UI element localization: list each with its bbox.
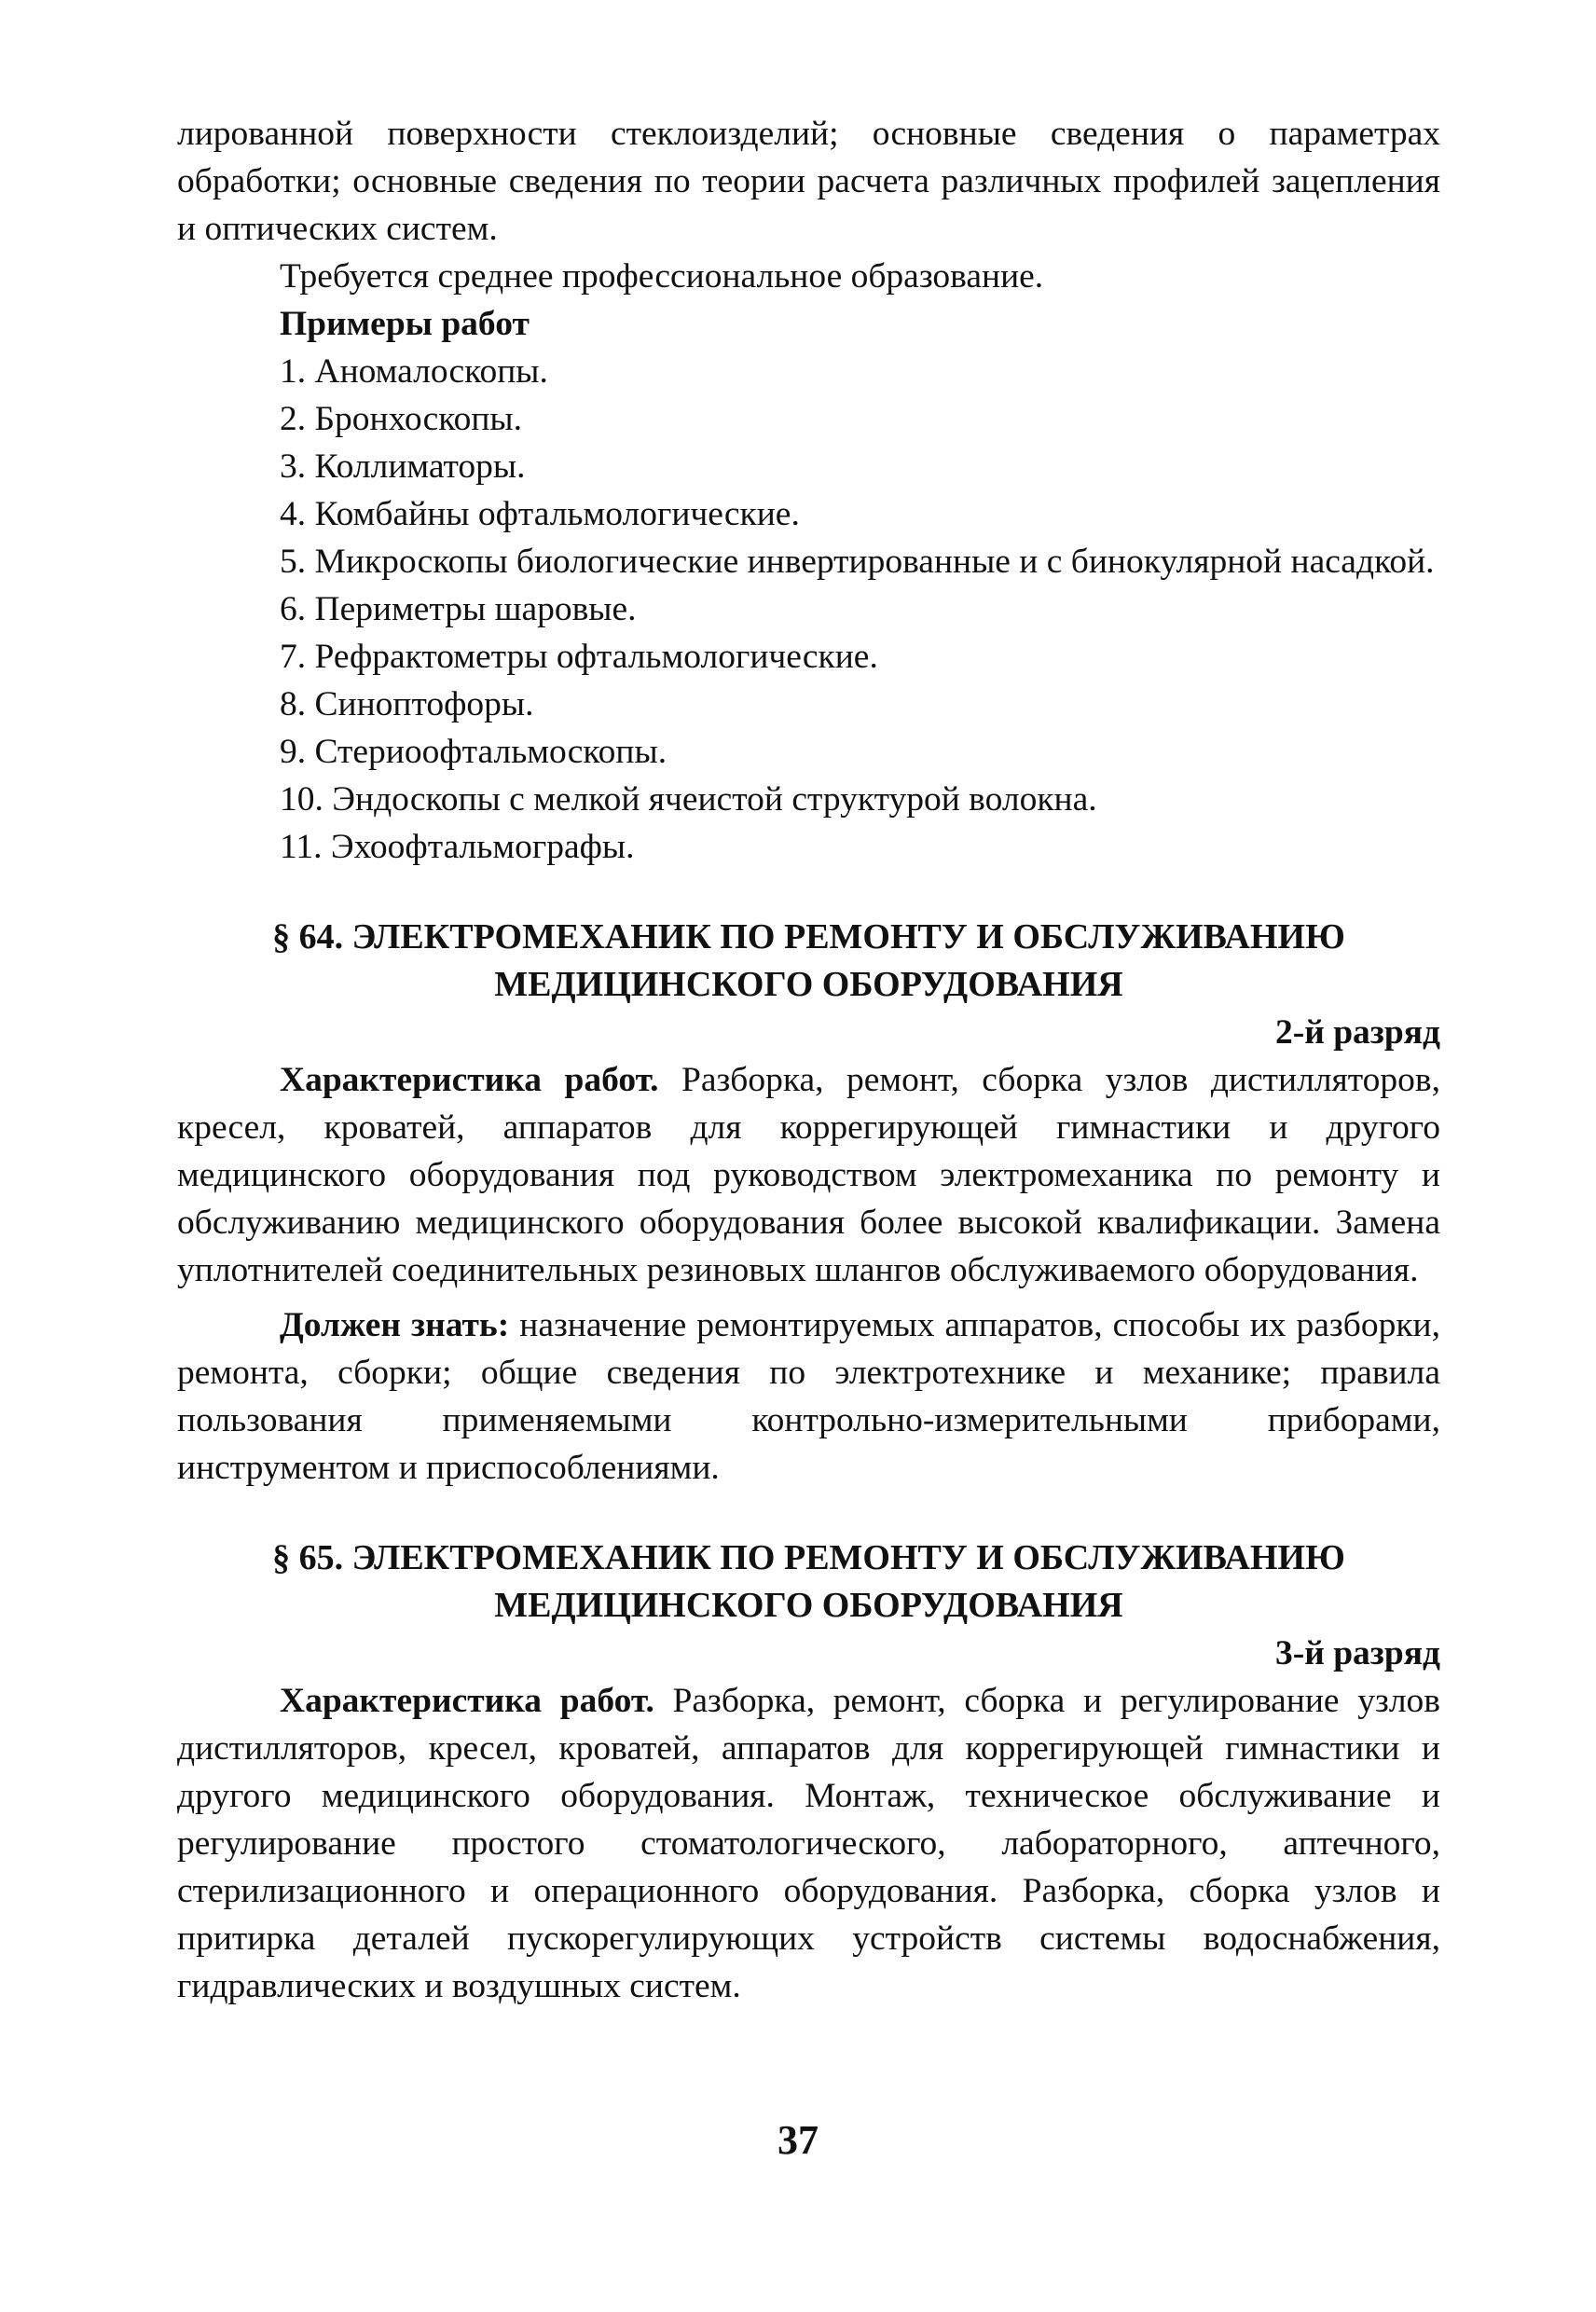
characteristics-text: Разборка, ремонт, сборка узлов дистилляторов, кресел, кроватей, аппаратов для коррегирующей гимнастики и другого медицинского оборудования под руководством электромеханика по ремонту и обслуживанию медицинского оборудования более высокой квалификации. Замена уплотнителей соединительных резиновых шлангов обслуживаемого оборудования.	[177, 1061, 1441, 1289]
list-item: 5. Микроскопы биологические инвертированные и с бинокулярной насадкой.	[280, 543, 1435, 581]
list-item: 7. Рефрактометры офтальмологические.	[280, 638, 878, 676]
list-item: 10. Эндоскопы с мелкой ячеистой структурой волокна.	[280, 780, 1097, 819]
list-item: 9. Стериоофтальмоскопы.	[280, 733, 667, 771]
intro-continuation-paragraph: лированной поверхности стеклоизделий; основные сведения о параметрах обработки; основные сведения по теории расчета различных профилей зацепления и оптических систем.	[177, 115, 1440, 248]
section-65	[177, 1534, 1440, 2010]
list-item: 3. Коллиматоры.	[280, 447, 526, 486]
characteristics-label: Характеристика работ.	[280, 1682, 654, 1720]
examples-list	[177, 348, 1440, 871]
list-item: 8. Синоптофоры.	[280, 685, 534, 723]
characteristics-text: Разборка, ремонт, сборка и регулирование узлов дистилляторов, кресел, кроватей, аппаратов для коррегирующей гимнастики и другого медицинского оборудования. Монтаж, техническое обслуживание и регулирование простого стоматологического, лабораторного, аптечного, стерилизационного и операционного оборудования. Разборка, сборка узлов и притирка деталей пускорегулирующих устройств системы водоснабжения, гидравлических и воздушных систем.	[177, 1682, 1441, 2005]
list-item: 1. Аномалоскопы.	[280, 352, 548, 391]
section-64-must-know	[177, 1301, 1440, 1492]
list-item: 11. Эхоофтальмографы.	[280, 828, 635, 866]
document-page	[177, 110, 1440, 2010]
characteristics-label: Характеристика работ.	[280, 1061, 659, 1099]
section-65-grade: 3-й разряд	[1274, 1634, 1440, 1672]
section-64-title-line2: МЕДИЦИНСКОГО ОБОРУДОВАНИЯ	[494, 965, 1123, 1004]
section-65-characteristics	[177, 1677, 1440, 2010]
list-item: 2. Бронхоскопы.	[280, 400, 522, 438]
must-know-label: Должен знать:	[280, 1306, 510, 1344]
section-64-grade: 2-й разряд	[1274, 1013, 1440, 1052]
list-item: 4. Комбайны офтальмологические.	[280, 495, 800, 533]
section-64-title-line1: § 64. ЭЛЕКТРОМЕХАНИК ПО РЕМОНТУ И ОБСЛУЖИВАНИЮ	[272, 917, 1345, 956]
section-64	[177, 914, 1440, 1492]
page-number: 37	[777, 2117, 819, 2163]
section-64-characteristics	[177, 1056, 1440, 1294]
list-item: 6. Периметры шаровые.	[280, 590, 637, 628]
must-know-text: назначение ремонтируемых аппаратов, способы их разборки, ремонта, сборки; общие сведения по электротехнике и механике; правила пользования применяемыми контрольно-измерительными приборами, инструментом и приспособлениями.	[177, 1306, 1440, 1487]
examples-heading: Примеры работ	[280, 305, 530, 343]
education-requirement: Требуется среднее профессиональное образование.	[280, 257, 1044, 296]
section-65-title-line2: МЕДИЦИНСКОГО ОБОРУДОВАНИЯ	[494, 1586, 1123, 1625]
section-65-title-line1: § 65. ЭЛЕКТРОМЕХАНИК ПО РЕМОНТУ И ОБСЛУЖИВАНИЮ	[272, 1538, 1345, 1577]
